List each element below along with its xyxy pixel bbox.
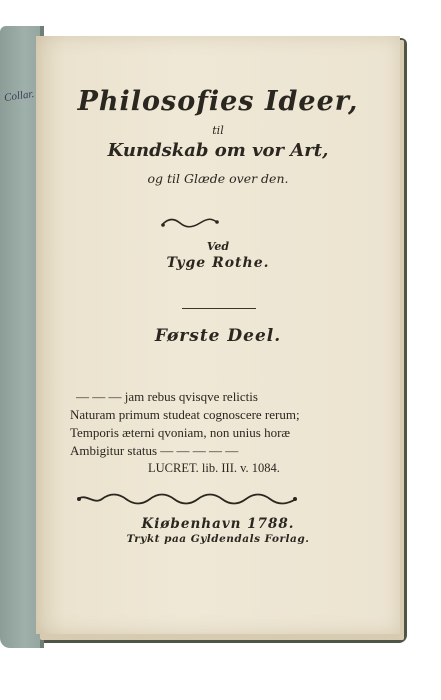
divider-rule <box>182 308 256 309</box>
imprint-printer: Trykt paa Gyldendals Forlag. <box>126 533 310 545</box>
board-handwriting: Collar. <box>3 87 35 105</box>
imprint-place: Kiøbenhavn 1788. <box>141 516 295 532</box>
wave-ornament-top <box>160 216 220 230</box>
book-subtitle-2: og til Glæde over den. <box>147 171 289 186</box>
quote-line-2: Naturam primum studeat cognoscere rerum; <box>70 407 300 422</box>
book-title: Philosofies Ideer, <box>77 86 359 117</box>
title-til: til <box>212 124 224 137</box>
title-page <box>36 36 400 634</box>
by-label: Ved <box>206 240 230 253</box>
wave-ornament-bottom <box>76 492 298 506</box>
author-name: Tyge Rothe. <box>166 255 270 271</box>
quote-line-4: Ambigitur status — — — — — <box>70 443 239 458</box>
quote-citation: LUCRET. lib. III. v. 1084. <box>148 461 280 475</box>
book-subtitle: Kundskab om vor Art, <box>107 140 329 161</box>
volume-label: Første Deel. <box>154 326 282 346</box>
quote-line-1: — — — jam rebus qvisqve relictis <box>76 389 258 404</box>
quote-line-3: Temporis æterni qvoniam, non unius horæ <box>70 425 291 440</box>
